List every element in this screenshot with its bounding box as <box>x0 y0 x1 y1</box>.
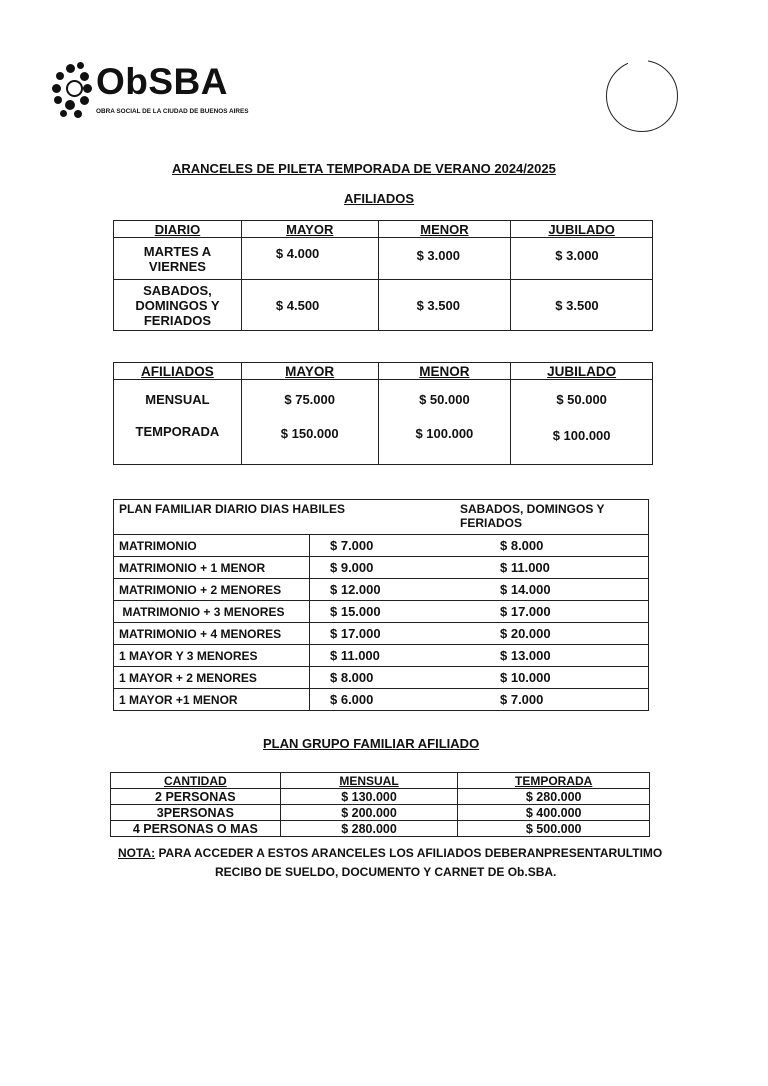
price-cell: $ 11.000 <box>460 557 649 579</box>
header-cell: MENSUAL <box>280 773 458 789</box>
cantidad-cell: 4 PERSONAS O MAS <box>111 821 281 837</box>
header-cell: DIARIO <box>114 221 242 238</box>
price-cell: $ 20.000 <box>460 623 649 645</box>
logo-wordmark: ObSBA <box>96 61 228 102</box>
price-cell: $ 3.500 <box>378 280 511 331</box>
header-cell: MAYOR <box>241 221 378 238</box>
price-cell: $ 200.000 <box>280 805 458 821</box>
row-label: SABADOS, DOMINGOS Y FERIADOS <box>114 280 242 331</box>
table-header-row <box>114 221 653 238</box>
stamp-circle <box>606 60 678 132</box>
price-cell: $ 150.000 <box>241 420 378 465</box>
row-label: 1 MAYOR Y 3 MENORES <box>114 645 310 667</box>
table-plan-grupo <box>110 772 650 837</box>
logo-subtitle: OBRA SOCIAL DE LA CIUDAD DE BUENOS AIRES <box>96 108 249 115</box>
table-row <box>114 238 653 280</box>
price-cell: $ 130.000 <box>280 789 458 805</box>
price-cell: $ 7.000 <box>310 535 461 557</box>
row-label: MENSUAL <box>114 380 242 420</box>
price-cell: $ 280.000 <box>280 821 458 837</box>
price-cell: $ 4.500 <box>241 280 378 331</box>
table-row <box>111 805 650 821</box>
row-label: MATRIMONIO + 2 MENORES <box>114 579 310 601</box>
table-row <box>114 280 653 331</box>
price-cell: $ 100.000 <box>378 420 511 465</box>
row-label: MATRIMONIO <box>114 535 310 557</box>
price-cell: $ 75.000 <box>241 380 378 420</box>
row-label: TEMPORADA <box>114 420 242 465</box>
note-text: PARA ACCEDER A ESTOS ARANCELES LOS AFILIADOS DEBERANPRESENTARULTIMO <box>155 846 663 860</box>
header-right: SABADOS, DOMINGOS Y FERIADOS <box>460 500 649 535</box>
header-cell: MENOR <box>378 363 511 380</box>
table-row <box>114 667 649 689</box>
header-cell: MENOR <box>378 221 511 238</box>
table-row <box>114 579 649 601</box>
table-row <box>114 601 649 623</box>
note-line-1 <box>118 846 662 860</box>
table-diario <box>113 220 653 331</box>
header-cell: JUBILADO <box>511 363 653 380</box>
row-label: MATRIMONIO + 4 MENORES <box>114 623 310 645</box>
flower-emblem-icon <box>52 62 94 124</box>
page-title: ARANCELES DE PILETA TEMPORADA DE VERANO 2024/2025 <box>172 161 556 176</box>
table-row <box>114 557 649 579</box>
table-row <box>114 623 649 645</box>
price-cell: $ 9.000 <box>310 557 461 579</box>
price-cell: $ 7.000 <box>500 692 544 707</box>
table-header-row <box>111 773 650 789</box>
price-cell: $ 8.000 <box>460 535 649 557</box>
table-afiliados <box>113 362 653 465</box>
row-label: MATRIMONIO + 1 MENOR <box>114 557 310 579</box>
price-cell: $ 13.000 <box>460 645 649 667</box>
price-cell: $ 6.000 <box>330 692 374 707</box>
row-label: 1 MAYOR +1 MENOR <box>114 689 310 711</box>
header-left: PLAN FAMILIAR DIARIO DIAS HABILES <box>114 500 461 535</box>
price-cell: $ 50.000 <box>511 380 653 420</box>
price-cell: $ 17.000 <box>310 623 461 645</box>
price-cell: $ 15.000 <box>310 601 461 623</box>
price-cell: $ 280.000 <box>458 789 650 805</box>
table-row <box>114 689 649 711</box>
cantidad-cell: 3PERSONAS <box>111 805 281 821</box>
note-line-2: RECIBO DE SUELDO, DOCUMENTO Y CARNET DE Ob.SBA. <box>215 865 557 879</box>
price-cell: $ 14.000 <box>460 579 649 601</box>
table-row <box>114 420 653 465</box>
note-label: NOTA: <box>118 846 156 860</box>
price-cell: $ 17.000 <box>460 601 649 623</box>
header-cell: MAYOR <box>241 363 378 380</box>
header-cell: TEMPORADA <box>458 773 650 789</box>
price-cell: $ 12.000 <box>310 579 461 601</box>
row-label: 1 MAYOR + 2 MENORES <box>114 667 310 689</box>
cantidad-cell: 2 PERSONAS <box>111 789 281 805</box>
price-cell: $ 500.000 <box>458 821 650 837</box>
section-title-afiliados: AFILIADOS <box>344 191 415 206</box>
table-row <box>114 380 653 420</box>
price-cell: $ 3.000 <box>378 238 511 280</box>
header-cell: JUBILADO <box>511 221 653 238</box>
table-row <box>111 821 650 837</box>
price-cell: $ 4.000 <box>241 238 378 280</box>
table-header-row <box>114 363 653 380</box>
table-row <box>111 789 650 805</box>
price-cell: $ 100.000 <box>511 420 653 465</box>
obsba-logo <box>52 60 252 126</box>
row-label: MATRIMONIO + 3 MENORES <box>114 601 310 623</box>
section-title-plan-grupo: PLAN GRUPO FAMILIAR AFILIADO <box>263 736 480 751</box>
header-cell: AFILIADOS <box>114 363 242 380</box>
row-label: MARTES A VIERNES <box>114 238 242 280</box>
price-cell: $ 400.000 <box>458 805 650 821</box>
price-cell: $ 10.000 <box>460 667 649 689</box>
table-header-row <box>114 500 649 535</box>
table-plan-familiar <box>113 499 649 711</box>
price-cell: $ 8.000 <box>310 667 461 689</box>
price-cell: $ 11.000 <box>310 645 461 667</box>
table-row <box>114 645 649 667</box>
price-cell: $ 3.500 <box>511 280 653 331</box>
header-cell: CANTIDAD <box>111 773 281 789</box>
table-row <box>114 535 649 557</box>
price-cell: $ 3.000 <box>511 238 653 280</box>
price-cell: $ 50.000 <box>378 380 511 420</box>
